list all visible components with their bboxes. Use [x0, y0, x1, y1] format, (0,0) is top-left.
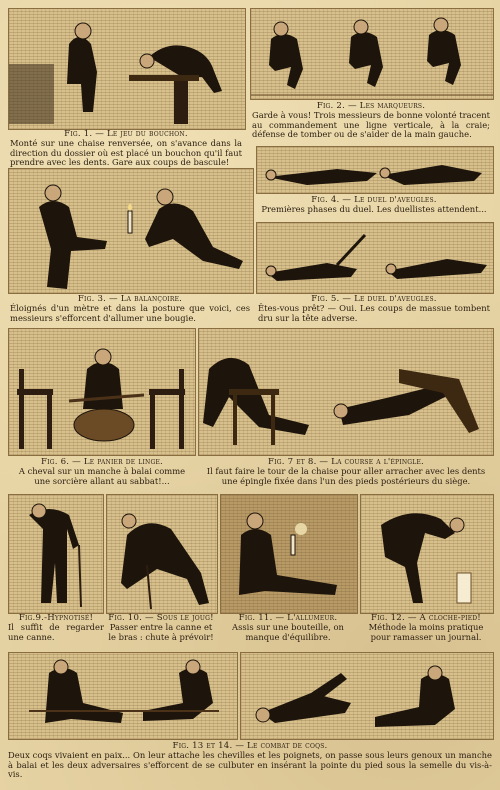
fig12-title: Fig. 12. — A cloche-pied! — [371, 613, 481, 623]
fig2-title: Fig. 2. — Les marqueurs. — [316, 101, 426, 111]
fig1-illustration — [8, 8, 246, 130]
fig2-text: Garde à vous! Trois messieurs de bonne volonté tracent au commandement une ligne verticale, à la craie; défense de tomber ou de s'aider de la main gauche. — [252, 110, 491, 140]
fig1314-text: Deux coqs vivaient en paix... On leur attache les chevilles et les poignets, on passe sous leurs genoux un manche à balai et les deux adversaires s'efforcent de se culbuter en insérant la pointe du pied sous la semelle du vis-à-vis. — [8, 750, 492, 780]
fig3-illustration — [8, 168, 254, 294]
fig10-title: Fig. 10. — Sous le joug! — [108, 613, 214, 623]
fig1-text: Monté sur une chaise renversée, on s'avance dans la direction du dossier où est placé un bouchon qu'il faut prendre avec les dents. Gare aux coups de bascule! — [10, 138, 242, 168]
fig4-caption — [256, 196, 492, 215]
fig13-illustration — [8, 652, 238, 740]
fig3-caption — [10, 295, 250, 323]
fig1-caption — [10, 130, 242, 168]
fig5-title: Fig. 5. — Le duel d'aveugles. — [311, 294, 437, 304]
fig78-title: Fig. 7 et 8. — La course a l'épingle. — [268, 457, 424, 467]
fig9-title: Fig.9.-Hypnotisé! — [18, 613, 94, 623]
fig4-illustration — [256, 146, 494, 194]
fig4-title: Fig. 4. — Le duel d'aveugles. — [311, 195, 437, 205]
fig6-title: Fig. 6. — Le panier de linge. — [41, 457, 163, 467]
fig11-title: Fig. 11. — L'allumeur. — [238, 613, 338, 623]
fig3-text: Éloignés d'un mètre et dans la posture que voici, ces messieurs s'efforcent d'allumer une bougie. — [10, 303, 250, 323]
fig12-text: Méthode la moins pratique pour ramasser un journal. — [368, 622, 484, 642]
fig2-caption — [252, 102, 490, 140]
fig12-illustration — [360, 494, 494, 614]
fig1314-caption — [8, 742, 492, 780]
fig9-caption — [8, 614, 104, 642]
fig9-text: Il suffit de regarder une canne. — [8, 622, 104, 642]
fig5-illustration — [256, 222, 494, 294]
fig6-text: A cheval sur un manche à balai comme une sorcière allant au sabbat!... — [18, 466, 186, 486]
fig6-illustration — [8, 328, 196, 456]
fig9-illustration — [8, 494, 104, 614]
fig14-illustration — [240, 652, 494, 740]
fig11-illustration — [220, 494, 358, 614]
fig10-illustration — [106, 494, 218, 614]
fig78-text: Il faut faire le tour de la chaise pour aller arracher avec les dents une épingle fixée dans l'un des pieds postérieurs du siège. — [206, 466, 486, 486]
fig4-text: Premières phases du duel. Les duellistes attendent... — [261, 204, 487, 215]
fig11-caption — [220, 614, 356, 642]
fig1314-title: Fig. 13 et 14. — Le combat de coqs. — [172, 741, 328, 751]
fig12-caption — [360, 614, 492, 642]
fig11-text: Assis sur une bouteille, on manque d'équilibre. — [232, 622, 344, 642]
fig5-text: Êtes-vous prêt? — Oui. Les coups de massue tombent dru sur la tête adverse. — [258, 303, 490, 323]
fig2-illustration — [250, 8, 494, 100]
fig10-caption — [106, 614, 216, 642]
fig10-text: Passer entre la canne et le bras : chute à prévoir! — [108, 622, 214, 642]
fig78-caption — [200, 458, 492, 486]
fig1-title: Fig. 1. — Le jeu du bouchon. — [64, 129, 188, 139]
fig3-title: Fig. 3. — La balançoire. — [77, 294, 183, 304]
fig5-caption — [258, 295, 490, 323]
fig78-illustration — [198, 328, 494, 456]
fig6-caption — [10, 458, 194, 486]
